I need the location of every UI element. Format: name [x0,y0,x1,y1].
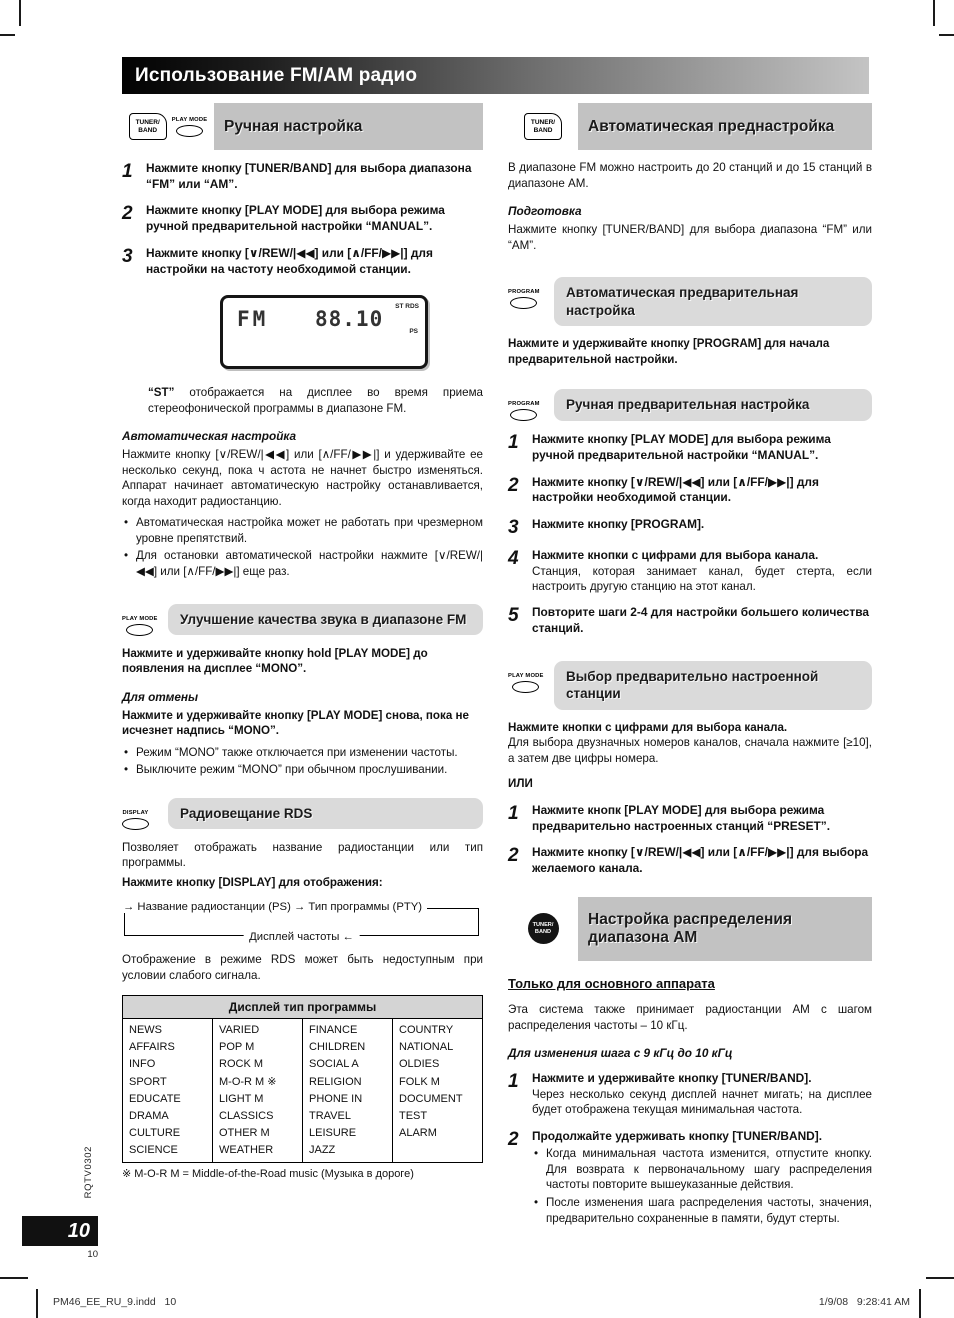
oval-button-shape [126,624,153,636]
table-column-3 [303,1019,393,1162]
subsection-icon-box [508,277,554,309]
subsection-title: Выбор предварительно настроенной станции [554,661,872,710]
step-number: 2 [508,845,519,867]
st-note-rest: отображается на дисплее во время приема стереофонической программы в диапазоне FM. [148,386,483,415]
step-number: 2 [122,203,133,225]
step-text: Повторите шаги 2-4 для настройки большего количества станций. [532,605,870,636]
crop-mark [939,34,954,36]
step-row [508,803,872,834]
subsection-auto-preset [508,277,872,326]
subsection-icon-box [508,389,554,421]
table-cell: POP M [219,1041,255,1054]
document-code: RQTV0302 [83,1146,94,1199]
chapter-title: Использование FM/AM радио [135,64,418,86]
lcd-frequency: 88.10 [315,307,384,332]
table-cell: ROCK M [219,1058,263,1071]
am-text: Эта система также принимает радиостанции AM с шагом распределения частоты – 10 кГц. [508,1003,872,1032]
right-column [508,103,872,1226]
program-label: PROGRAM [508,401,540,408]
table-cell: OTHER M [219,1126,270,1139]
fm-quality-hold-text [122,646,483,677]
subsection-icon-box [508,661,554,693]
table-cell: DRAMA [129,1109,169,1122]
lcd-display [220,295,428,369]
crop-mark [0,34,15,36]
subsection-title: Улучшение качества звука в диапазоне FM [168,604,483,636]
subsection-title: Ручная предварительная настройка [554,389,872,421]
table-cell: SOCIAL A [309,1058,359,1071]
step-row [508,517,872,537]
subsection-title: Радиовещание RDS [168,798,483,830]
step-row [508,548,872,594]
play-mode-label: PLAY MODE [122,615,158,622]
rds-note: Отображение в режиме RDS может быть недоступным при условии слабого сигнала. [122,953,483,982]
section-header-manual-tuning [122,103,483,150]
crop-mark [19,0,21,26]
bold-text: Нажмите и удерживайте кнопку [PROGRAM] для начала предварительной настройки. [508,337,830,366]
rds-intro: Позволяет отображать название радиостанции или тип программы. [122,840,483,870]
prep-heading: Подготовка [508,204,582,219]
rds-cycle-diagram [123,901,479,944]
left-column [122,103,483,1180]
bullet-item: • Когда минимальная частота изменится, отпустите кнопку. Для возврата к первоначальному шагу распределения частоты повторите вышеуказанные действия. [532,1146,872,1193]
lcd-indicator-ps: PS [409,328,418,336]
bold-text: ИЛИ [508,777,533,791]
table-cell: EDUCATE [129,1092,181,1105]
tuner-band-label-1: TUNER/ [532,922,554,929]
am-change-heading: Для изменения шага с 9 кГц до 10 кГц [508,1046,733,1061]
section-title: Ручная настройка [224,117,363,135]
fm-quality-bullets [122,745,483,778]
bold-text: Нажмите кнопки с цифрами для выбора канала. [508,720,788,734]
table-cell: FOLK M [399,1075,440,1088]
lcd-indicator-st-rds: ST RDS [395,303,419,311]
oval-button-shape [510,409,537,421]
step-text: Нажмите кнопку [∨/REW/|◀◀] или [∧/FF/▶▶|] для настройки на частоту необходимой станции. [146,245,433,276]
cancel-text [122,708,483,739]
step-number: 4 [508,548,519,570]
play-mode-label: PLAY MODE [171,116,208,123]
step-text: Нажмите кнопку [PROGRAM]. [532,517,705,532]
section-title: Настройка распределения диапазона AM [588,911,792,946]
table-cell: AFFAIRS [129,1041,175,1054]
oval-button-shape [510,297,537,309]
step-row [508,1129,872,1226]
table-column-2 [213,1019,303,1162]
step-text: Продолжайте удерживать кнопку [TUNER/BAND]. [532,1128,823,1143]
auto-preset-text [508,336,872,367]
program-table-title: Дисплей тип программы [123,996,483,1019]
header-icon-box [122,103,214,150]
section-header-am-step [508,897,872,961]
header-icon-box [508,103,578,150]
table-cell: SPORT [129,1075,167,1088]
crop-mark [0,1277,28,1279]
table-column-4 [393,1019,483,1162]
step-row [508,1071,872,1117]
step-row [122,161,483,192]
auto-tuning-heading: Автоматическая настройка [122,429,297,444]
auto-tuning-bullets [122,515,483,579]
st-note [148,385,483,416]
subsection-rds [122,798,483,830]
footer-filename: PM46_EE_RU_9.indd 10 [53,1296,177,1308]
step-text: Нажмите кнопку [PLAY MODE] для выбора режима ручной предварительной настройки “MANUAL”. [532,432,831,462]
step-subtext: Станция, которая занимает канал, будет стерта, если настроить другую станцию на этот канал. [532,564,872,594]
display-label: DISPLAY [122,809,149,816]
am-subtitle [508,975,872,993]
prep-text: Нажмите кнопку [TUNER/BAND] для выбора диапазона “FM” или “AM”. [508,223,872,252]
bullet-item: • Выключите режим “MONO” при обычном прослушивании. [122,762,483,778]
step-number: 5 [508,605,519,627]
table-cell: CULTURE [129,1126,181,1139]
step-text: Нажмите кнопку [∨/REW/|◀◀] или [∧/FF/▶▶|] для выбора желаемого канала. [532,845,869,876]
step-number: 1 [122,161,133,182]
subsection-icon-box [122,604,168,636]
step-row [508,845,872,876]
play-mode-button-icon [172,117,208,137]
table-cell: CLASSICS [219,1109,274,1122]
table-footnote: ※ M-O-R M = Middle-of-the-Road music (Музыка в дороге) [122,1167,414,1180]
table-cell: TEST [399,1109,428,1122]
lcd-band: FM [237,307,269,332]
footer-timestamp: 1/9/08 9:28:41 AM [818,1296,910,1308]
table-cell: NATIONAL [399,1041,454,1054]
preset-select-text: Для выбора двузначных номеров каналов, сначала нажмите [≥10], а затем две цифры номера. [508,736,872,765]
tuner-band-button-icon [129,113,167,140]
tuner-band-circle-icon [528,913,559,944]
table-row [123,1019,483,1162]
oval-button-shape [122,818,149,830]
bold-text: Нажмите и удерживайте кнопку hold [PLAY MODE] до появления на дисплее “MONO”. [122,646,428,676]
crop-mark [933,0,935,26]
bold-text: Нажмите и удерживайте кнопку [PLAY MODE] снова, пока не исчезнет надпись “MONO”. [122,708,469,738]
table-cell: CHILDREN [309,1041,366,1054]
table-cell: NEWS [129,1024,162,1037]
page-number-box: 10 [22,1216,98,1246]
table-cell: SCIENCE [129,1143,178,1156]
bullet-item: • Для остановки автоматической настройки нажмите [∨/REW/|◀◀] или [∧/FF/▶▶|] еще раз. [122,548,483,579]
step-number: 2 [508,1128,519,1150]
step-text: Нажмите кнопку [TUNER/BAND] для выбора диапазона “FM” или “AM”. [146,161,472,191]
table-cell: TRAVEL [309,1109,351,1122]
table-cell: PHONE IN [309,1092,363,1105]
step-text: Нажмите кнопку [∨/REW/|◀◀] или [∧/FF/▶▶|] для настройки необходимой станции. [532,474,819,505]
play-mode-button-icon [508,673,544,693]
header-icon-box [508,897,578,961]
tuner-band-label-1: TUNER/ [135,119,160,127]
step-text: Нажмите кнопки с цифрами для выбора канала. [532,548,819,563]
bold-text: Только для основного аппарата [508,975,715,991]
tuner-band-label-2: BAND [138,126,158,134]
section-title: Автоматическая преднастройка [588,117,835,135]
tuner-band-label-2: BAND [534,928,552,935]
table-cell: LIGHT M [219,1092,264,1105]
subsection-title: Автоматическая предварительная настройка [554,277,872,326]
step-row [122,246,483,277]
chapter-title-bar [122,57,869,94]
program-label: PROGRAM [508,289,540,296]
table-cell: JAZZ [309,1143,336,1156]
table-cell: WEATHER [219,1143,274,1156]
rds-cycle-top: → Название радиостанции (PS) → Тип программы (PTY) [123,901,427,913]
tuner-band-label-2: BAND [533,126,553,134]
table-cell: DOCUMENT [399,1092,463,1105]
step-row [122,203,483,234]
table-cell: ALARM [399,1126,437,1139]
auto-tuning-text: Нажмите кнопку [∨/REW/|◀◀] или [∧/FF/▶▶|] и удерживайте ее несколько секунд, пока ч астота не начнет быстро изменяться. Аппарат начинает автоматическую настройку останавливается, когда находит радиостанцию. [122,448,483,508]
oval-button-shape [176,125,203,137]
rds-press-line [122,875,483,891]
table-cell: OLDIES [399,1058,440,1071]
table-cell: VARIED [219,1024,260,1037]
oval-button-shape [512,681,539,693]
step-number: 1 [508,432,519,454]
program-button-icon [508,289,540,309]
program-type-table [122,995,483,1162]
play-mode-button-icon [122,616,158,636]
crop-mark [926,1277,954,1279]
step-number: 1 [508,803,519,825]
st-note-bold: “ST” [148,386,175,400]
step-text: Нажмите и удерживайте кнопку [TUNER/BAND]. [532,1071,812,1086]
subsection-fm-quality [122,604,483,636]
program-button-icon [508,401,540,421]
step-row [508,605,872,636]
display-button-icon [122,810,149,830]
table-cell: M-O-R M ※ [219,1075,277,1088]
table-cell: RELIGION [309,1075,362,1088]
am-step2-bullets [532,1146,872,1226]
step-number: 3 [122,245,133,267]
table-column-1 [123,1019,213,1162]
step-number: 2 [508,474,519,496]
crop-mark [36,1289,38,1318]
subsection-preset-select [508,661,872,710]
table-cell: INFO [129,1058,156,1071]
step-text: Нажмите кнопк [PLAY MODE] для выбора режима предварительно настроенных станций “PRESET”. [532,803,831,833]
step-row [508,432,872,463]
step-text: Нажмите кнопку [PLAY MODE] для выбора режима ручной предварительной настройки “MANUAL”. [146,203,445,234]
step-subtext: Через несколько секунд дисплей начнет мигать; на дисплее будет отображена текущая минимальная частота. [532,1088,872,1117]
crop-mark [919,1289,921,1318]
bullet-item: • После изменения шага распределения частоты, значения, предварительно сохраненные в памяти, будут стерты. [532,1195,872,1226]
auto-main-intro: В диапазоне FM можно настроить до 20 станций и до 15 станций в диапазоне AM. [508,161,872,190]
page-number-small: 10 [87,1249,98,1260]
tuner-band-button-icon [524,113,562,140]
or-label [508,776,872,792]
subsection-icon-box [122,798,168,830]
table-cell: FINANCE [309,1024,358,1037]
step-row [508,475,872,506]
table-cell: COUNTRY [399,1024,454,1037]
cancel-heading: Для отмены [122,689,199,704]
table-cell: LEISURE [309,1126,357,1139]
section-header-auto-preset [508,103,872,150]
preset-select-bold [508,720,872,736]
subsection-manual-preset [508,389,872,421]
tuner-band-label-1: TUNER/ [530,119,556,127]
play-mode-label: PLAY MODE [508,672,544,679]
step-number: 3 [508,517,519,539]
step-number: 1 [508,1071,519,1093]
bold-text: Нажмите кнопку [DISPLAY] для отображения: [122,875,383,889]
rds-cycle-bottom: Дисплей частоты ← [243,931,360,943]
bullet-item: • Режим “MONO” также отключается при изменении частоты. [122,745,483,761]
bullet-item: • Автоматическая настройка может не работать при чрезмерном уровне препятствий. [122,515,483,546]
